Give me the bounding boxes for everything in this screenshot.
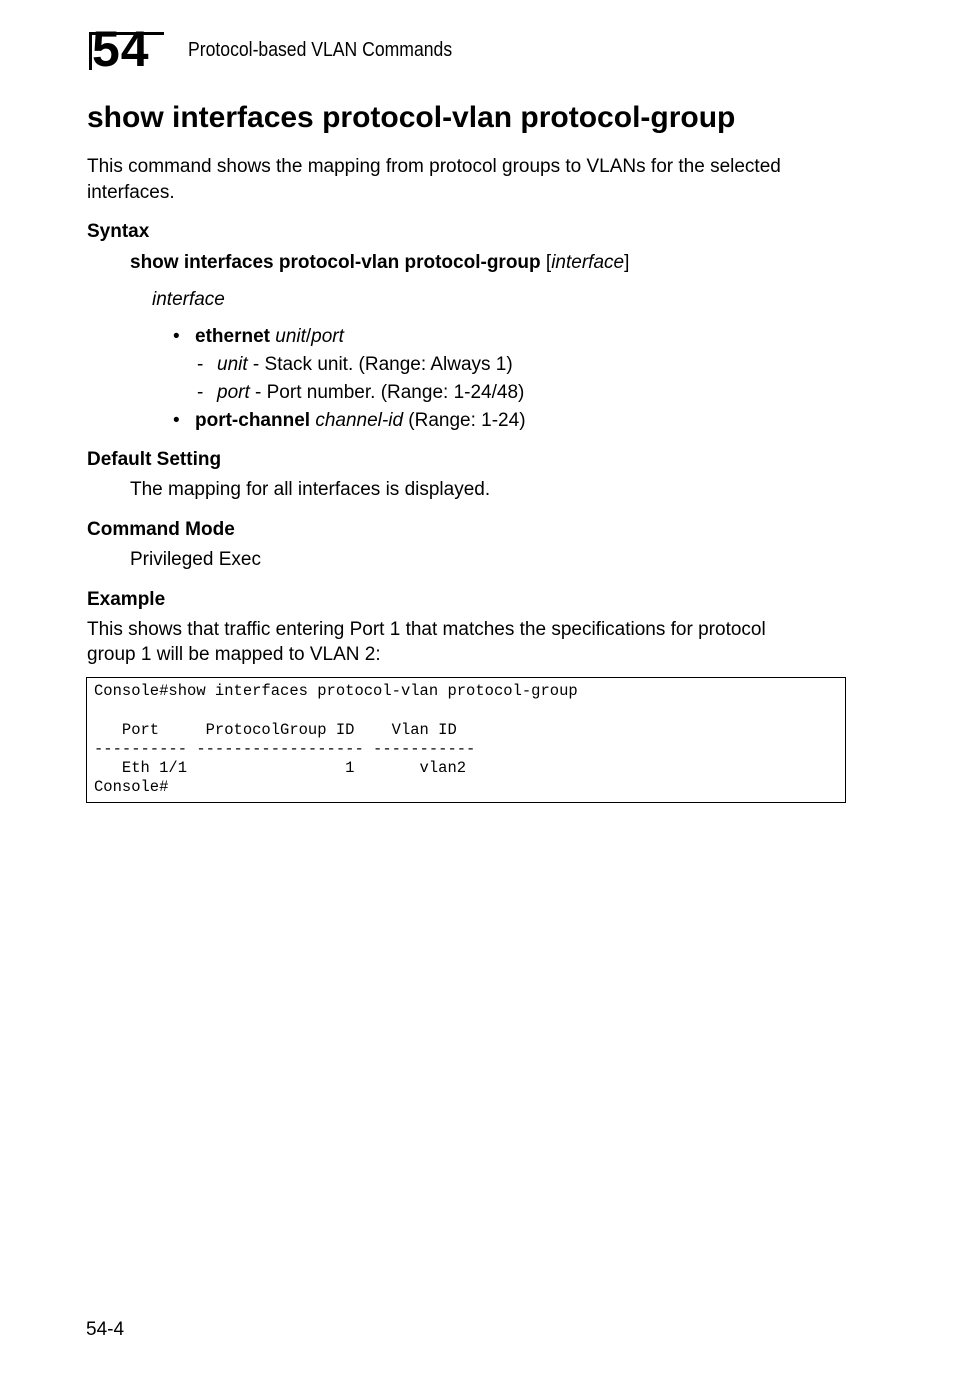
ethernet-line <box>195 324 344 350</box>
syntax-bracket-close: ] <box>624 252 630 273</box>
default-setting-heading: Default Setting <box>87 449 222 470</box>
param-label: interface <box>152 289 225 310</box>
ethernet-arg-unit: unit <box>275 326 306 347</box>
intro-line-2: interfaces. <box>87 182 175 203</box>
ethernet-slash: / <box>305 326 312 347</box>
ethernet-keyword: ethernet <box>195 326 270 347</box>
example-heading: Example <box>87 589 166 610</box>
bullet-port-channel: • <box>173 410 180 431</box>
command-mode-heading: Command Mode <box>87 519 235 540</box>
chapter-number: 54 <box>92 21 150 77</box>
ethernet-arg-port: port <box>311 326 344 347</box>
bullet-ethernet: • <box>173 326 180 347</box>
running-header: Protocol-based VLAN Commands <box>188 39 453 61</box>
dash-unit: - <box>197 354 204 375</box>
port-channel-keyword: port-channel <box>195 410 311 431</box>
code-example-box <box>86 677 846 803</box>
syntax-bracket-open: [ <box>540 252 552 273</box>
port-channel-range: (Range: 1-24) <box>403 410 526 431</box>
port-line <box>217 380 524 406</box>
unit-line <box>217 352 513 378</box>
example-line-1: This shows that traffic entering Port 1 that matches the specifications for protocol <box>87 619 766 640</box>
port-term: port <box>217 382 250 403</box>
command-mode-text: Privileged Exec <box>130 549 261 570</box>
page-number: 54-4 <box>86 1319 125 1340</box>
port-desc: - Port number. (Range: 1-24/48) <box>249 382 525 403</box>
intro-line-1: This command shows the mapping from protocol groups to VLANs for the selected <box>87 156 781 177</box>
dash-port: - <box>197 382 204 403</box>
port-channel-line <box>195 408 526 434</box>
syntax-heading: Syntax <box>87 221 150 242</box>
syntax-command-line <box>130 250 629 276</box>
page-title: show interfaces protocol-vlan protocol-group <box>87 101 736 134</box>
default-setting-text: The mapping for all interfaces is displayed. <box>130 479 491 500</box>
example-line-2: group 1 will be mapped to VLAN 2: <box>87 644 381 665</box>
syntax-param: interface <box>551 252 625 273</box>
unit-term: unit <box>217 354 248 375</box>
port-channel-arg: channel-id <box>315 410 404 431</box>
code-example: Console#show interfaces protocol-vlan protocol-group Port ProtocolGroup ID Vlan ID ---------- ------------------ ----------- Eth 1/1 1 vlan2 Console# <box>94 682 578 797</box>
unit-desc: - Stack unit. (Range: Always 1) <box>247 354 513 375</box>
syntax-command: show interfaces protocol-vlan protocol-group <box>130 252 541 273</box>
